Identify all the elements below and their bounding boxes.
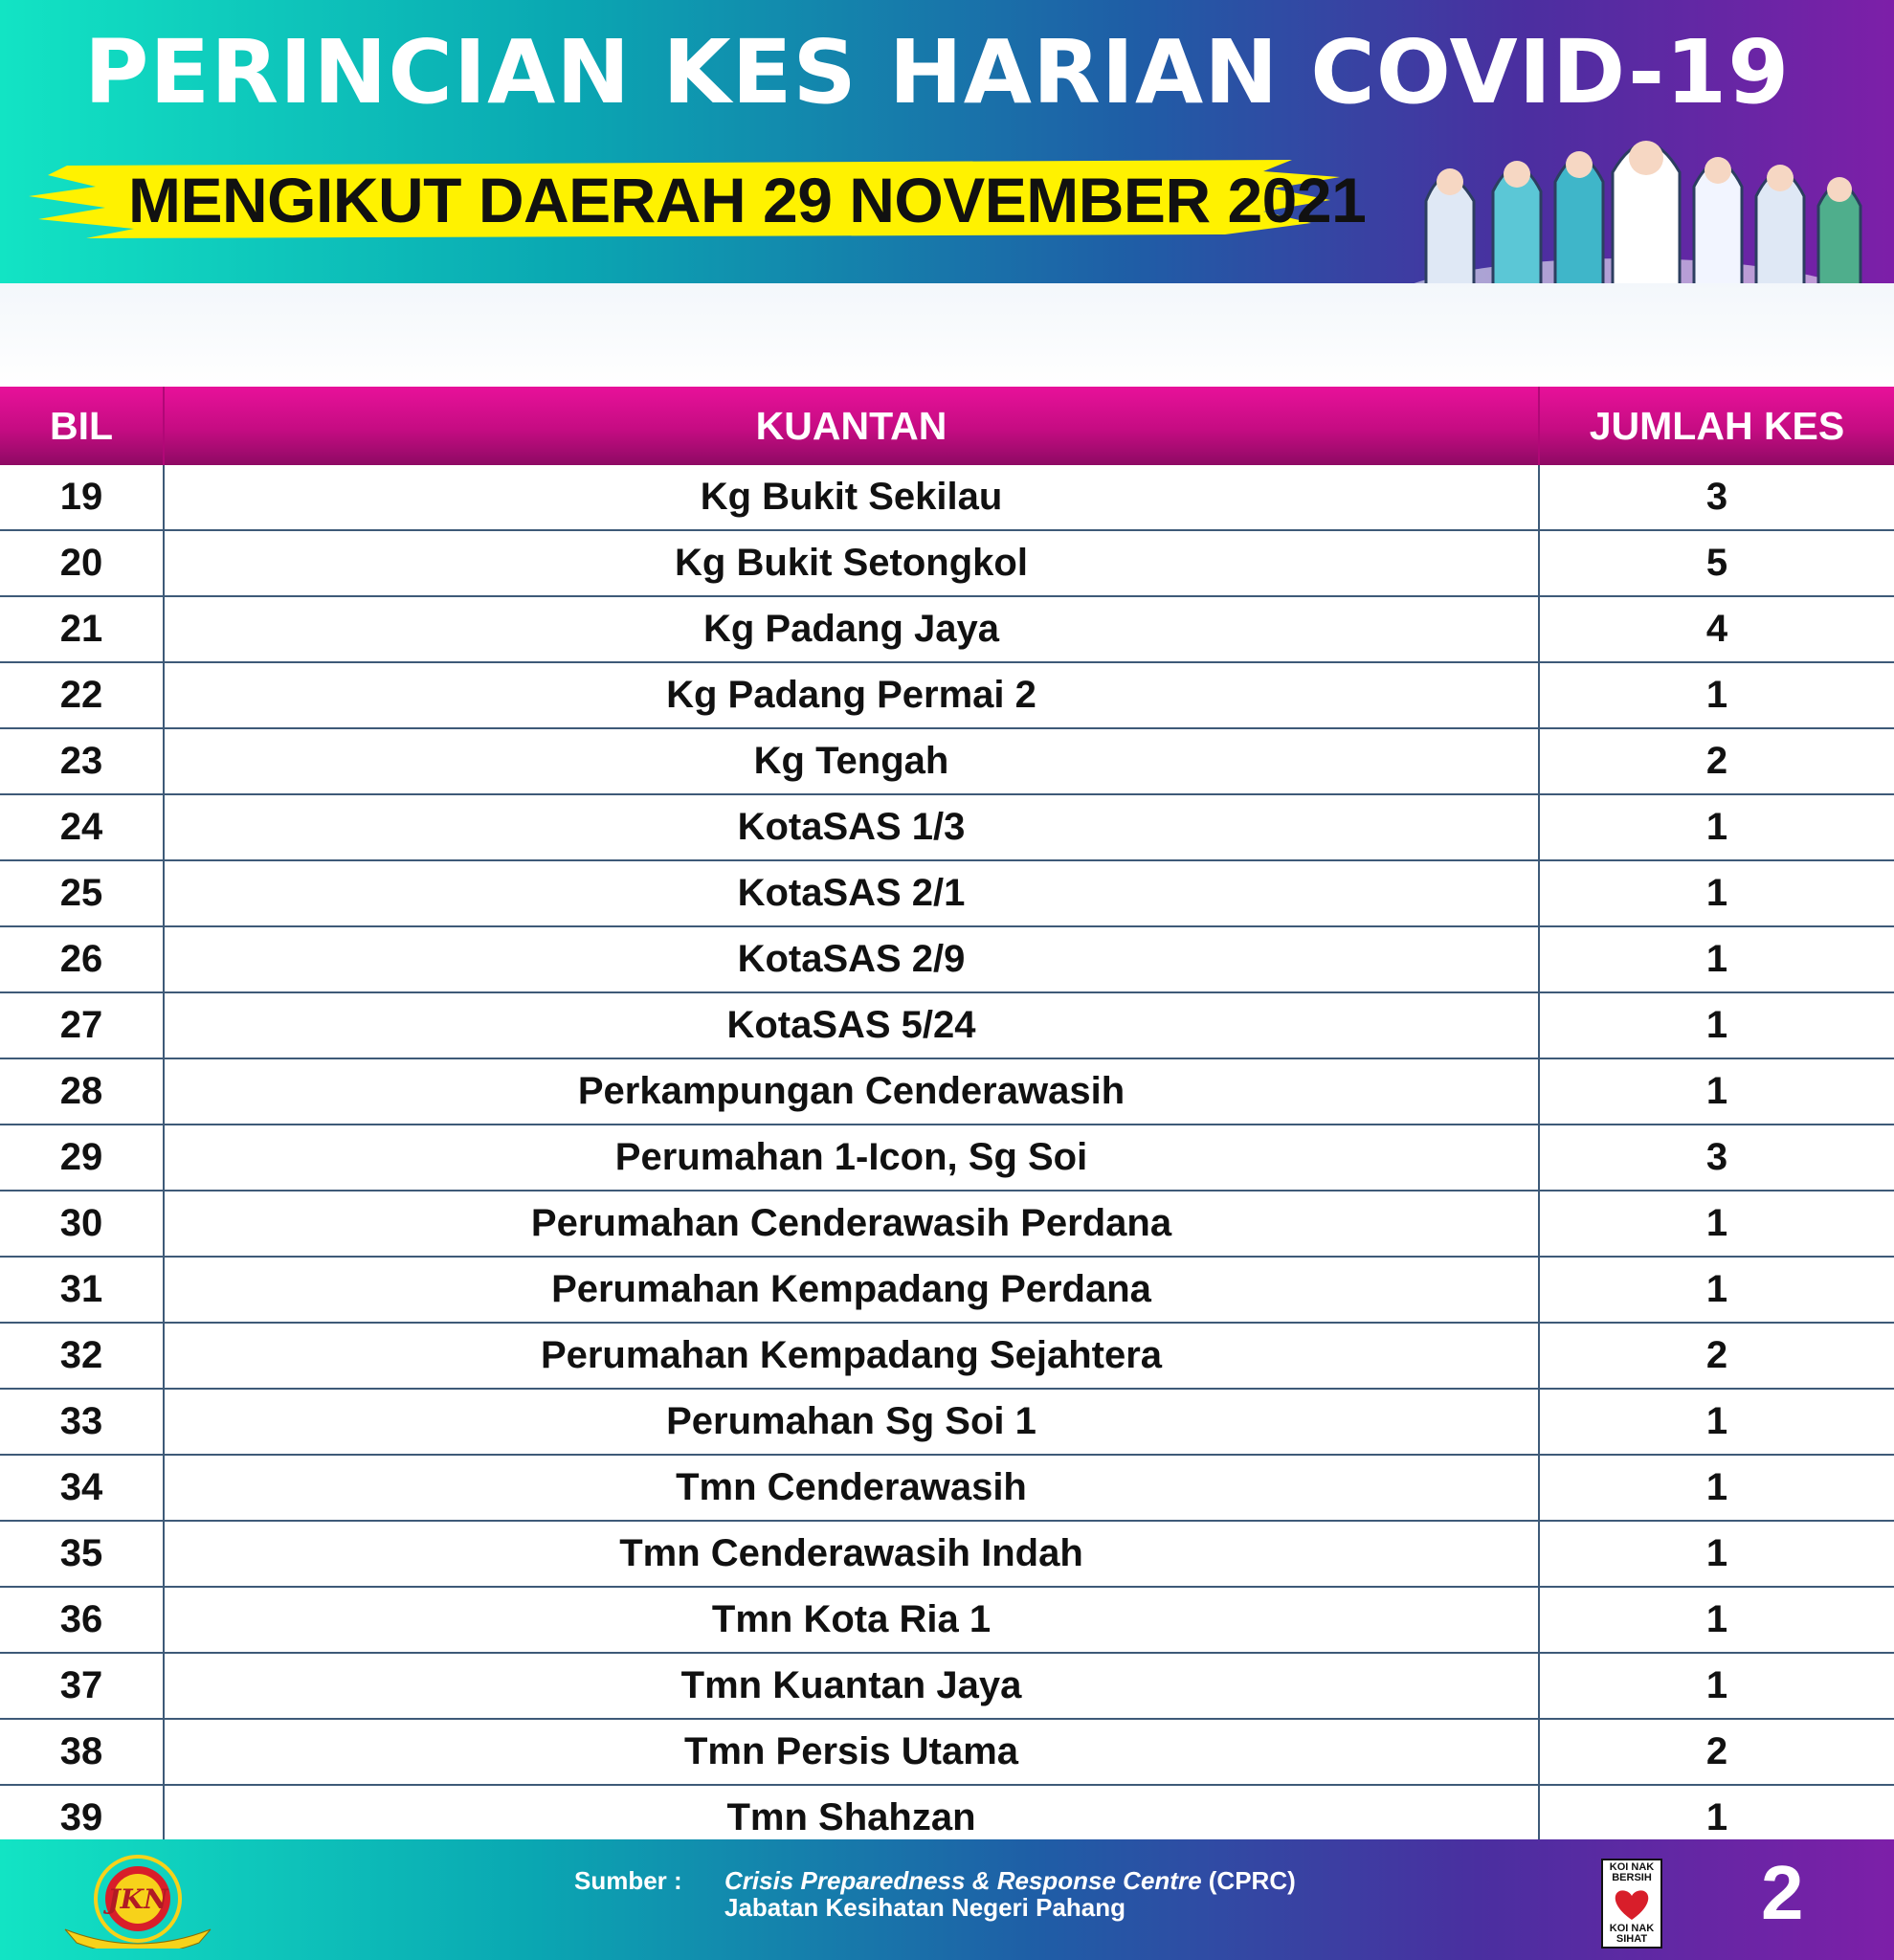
table-row bbox=[0, 1653, 1894, 1719]
row-number: 35 bbox=[0, 1521, 164, 1587]
row-location: KotaSAS 5/24 bbox=[164, 992, 1539, 1058]
source-line-2: Jabatan Kesihatan Negeri Pahang bbox=[724, 1893, 1126, 1922]
row-number: 33 bbox=[0, 1389, 164, 1455]
badge-top-text: KOI NAK BERSIH bbox=[1609, 1861, 1655, 1883]
table-row bbox=[0, 1191, 1894, 1257]
row-number: 32 bbox=[0, 1323, 164, 1389]
banner-fade bbox=[0, 283, 1894, 387]
row-cases: 1 bbox=[1539, 1653, 1894, 1719]
row-location: Perumahan Cenderawasih Perdana bbox=[164, 1191, 1539, 1257]
row-number: 25 bbox=[0, 860, 164, 926]
row-number: 37 bbox=[0, 1653, 164, 1719]
row-number: 20 bbox=[0, 530, 164, 596]
row-cases: 2 bbox=[1539, 728, 1894, 794]
table-row bbox=[0, 465, 1894, 530]
row-location: Perkampungan Cenderawasih bbox=[164, 1058, 1539, 1125]
row-cases: 1 bbox=[1539, 1587, 1894, 1653]
row-number: 28 bbox=[0, 1058, 164, 1125]
row-cases: 2 bbox=[1539, 1719, 1894, 1785]
row-cases: 5 bbox=[1539, 530, 1894, 596]
row-number: 29 bbox=[0, 1125, 164, 1191]
row-number: 21 bbox=[0, 596, 164, 662]
table-row bbox=[0, 860, 1894, 926]
table-row bbox=[0, 926, 1894, 992]
source-line-1 bbox=[724, 1866, 1296, 1896]
source-abbreviation: (CPRC) bbox=[1201, 1866, 1296, 1895]
heart-icon bbox=[1611, 1887, 1653, 1922]
column-header-district: KUANTAN bbox=[164, 387, 1539, 465]
row-location: Kg Bukit Sekilau bbox=[164, 465, 1539, 530]
row-number: 19 bbox=[0, 465, 164, 530]
table-row bbox=[0, 1323, 1894, 1389]
row-number: 26 bbox=[0, 926, 164, 992]
row-number: 23 bbox=[0, 728, 164, 794]
row-cases: 1 bbox=[1539, 1058, 1894, 1125]
row-location: Tmn Persis Utama bbox=[164, 1719, 1539, 1785]
row-cases: 1 bbox=[1539, 1389, 1894, 1455]
row-number: 24 bbox=[0, 794, 164, 860]
subtitle-highlight bbox=[29, 156, 1367, 240]
row-number: 39 bbox=[0, 1785, 164, 1851]
row-location: Tmn Kuantan Jaya bbox=[164, 1653, 1539, 1719]
table-row bbox=[0, 662, 1894, 728]
jkn-logo-text: JKN bbox=[107, 1883, 168, 1915]
row-location: KotaSAS 2/9 bbox=[164, 926, 1539, 992]
row-number: 27 bbox=[0, 992, 164, 1058]
row-cases: 1 bbox=[1539, 860, 1894, 926]
row-location: Perumahan Sg Soi 1 bbox=[164, 1389, 1539, 1455]
table-row bbox=[0, 1455, 1894, 1521]
table-row bbox=[0, 1125, 1894, 1191]
row-location: Kg Padang Jaya bbox=[164, 596, 1539, 662]
row-location: Perumahan 1-Icon, Sg Soi bbox=[164, 1125, 1539, 1191]
header-banner bbox=[0, 0, 1894, 283]
healthcare-workers-illustration-icon bbox=[1388, 115, 1894, 283]
row-cases: 2 bbox=[1539, 1323, 1894, 1389]
row-cases: 4 bbox=[1539, 596, 1894, 662]
table-row bbox=[0, 1521, 1894, 1587]
row-number: 31 bbox=[0, 1257, 164, 1323]
table-row bbox=[0, 1587, 1894, 1653]
row-location: KotaSAS 2/1 bbox=[164, 860, 1539, 926]
row-cases: 1 bbox=[1539, 1455, 1894, 1521]
row-cases: 1 bbox=[1539, 794, 1894, 860]
source-label: Sumber : bbox=[574, 1866, 682, 1895]
row-cases: 1 bbox=[1539, 992, 1894, 1058]
table-row bbox=[0, 1719, 1894, 1785]
row-cases: 1 bbox=[1539, 1191, 1894, 1257]
row-location: Tmn Cenderawasih Indah bbox=[164, 1521, 1539, 1587]
column-header-bil: BIL bbox=[0, 387, 164, 465]
table-row bbox=[0, 1058, 1894, 1125]
table-row bbox=[0, 530, 1894, 596]
table-row bbox=[0, 728, 1894, 794]
row-cases: 1 bbox=[1539, 926, 1894, 992]
row-number: 38 bbox=[0, 1719, 164, 1785]
table-row bbox=[0, 1389, 1894, 1455]
column-header-cases: JUMLAH KES bbox=[1539, 387, 1894, 465]
row-number: 30 bbox=[0, 1191, 164, 1257]
page-title: PERINCIAN KES HARIAN COVID-19 bbox=[84, 21, 1791, 123]
table-row bbox=[0, 596, 1894, 662]
table-row bbox=[0, 1257, 1894, 1323]
badge-bottom-text: KOI NAK SIHAT bbox=[1609, 1923, 1655, 1945]
row-location: Tmn Shahzan bbox=[164, 1785, 1539, 1851]
row-location: Kg Tengah bbox=[164, 728, 1539, 794]
source-organisation: Crisis Preparedness & Response Centre bbox=[724, 1866, 1202, 1895]
row-location: Tmn Kota Ria 1 bbox=[164, 1587, 1539, 1653]
row-location: Kg Padang Permai 2 bbox=[164, 662, 1539, 728]
footer-bar bbox=[0, 1839, 1894, 1960]
row-number: 36 bbox=[0, 1587, 164, 1653]
row-location: Tmn Cenderawasih bbox=[164, 1455, 1539, 1521]
row-cases: 1 bbox=[1539, 1521, 1894, 1587]
koi-nak-bersih-badge-icon bbox=[1601, 1859, 1662, 1949]
row-number: 34 bbox=[0, 1455, 164, 1521]
row-cases: 3 bbox=[1539, 465, 1894, 530]
row-location: Kg Bukit Setongkol bbox=[164, 530, 1539, 596]
row-number: 22 bbox=[0, 662, 164, 728]
row-location: KotaSAS 1/3 bbox=[164, 794, 1539, 860]
table-row bbox=[0, 794, 1894, 860]
row-cases: 3 bbox=[1539, 1125, 1894, 1191]
table-row bbox=[0, 992, 1894, 1058]
page-number: 2 bbox=[1761, 1850, 1804, 1935]
cases-table bbox=[0, 387, 1894, 1852]
jkn-logo-icon bbox=[56, 1853, 220, 1949]
page-subtitle: MENGIKUT DAERAH 29 NOVEMBER 2021 bbox=[128, 165, 1367, 235]
row-location: Perumahan Kempadang Perdana bbox=[164, 1257, 1539, 1323]
row-cases: 1 bbox=[1539, 1785, 1894, 1851]
table-header-row bbox=[0, 387, 1894, 465]
row-location: Perumahan Kempadang Sejahtera bbox=[164, 1323, 1539, 1389]
row-cases: 1 bbox=[1539, 662, 1894, 728]
row-cases: 1 bbox=[1539, 1257, 1894, 1323]
